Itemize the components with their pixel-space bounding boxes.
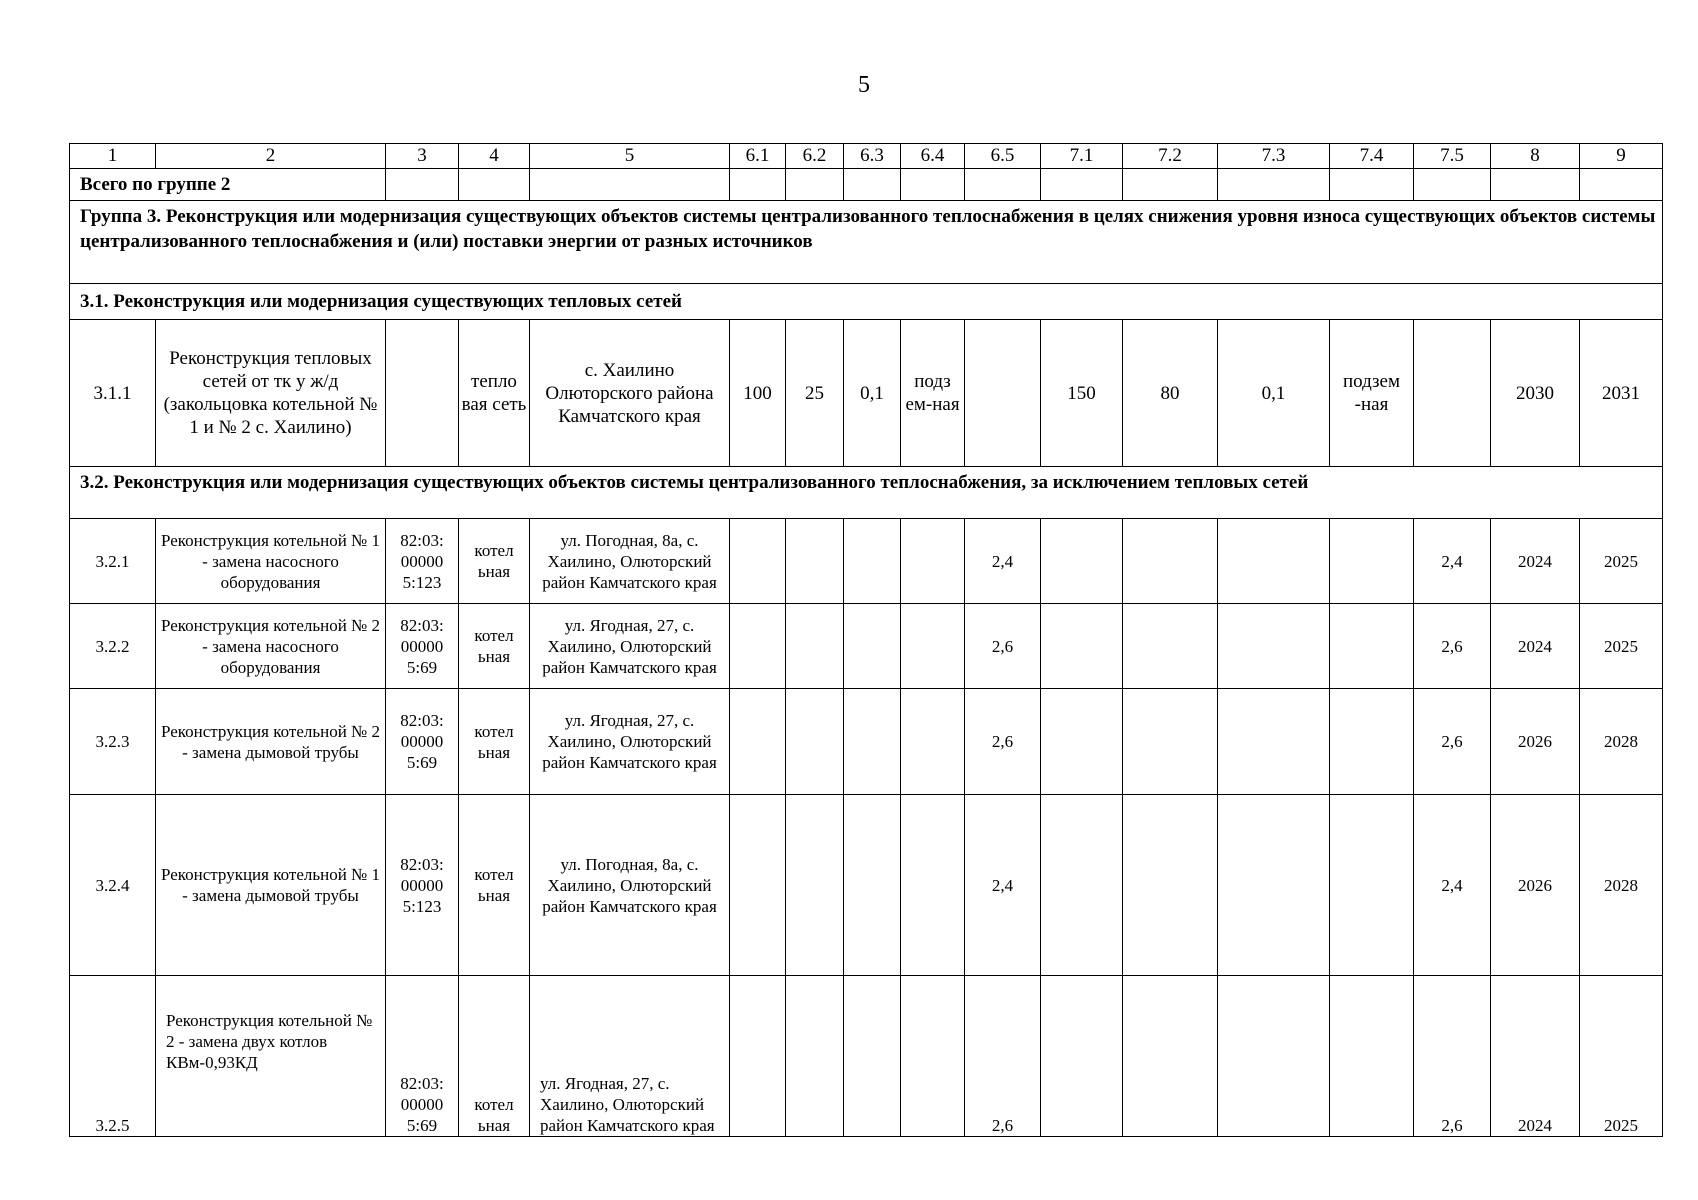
- cell-7-5: [1414, 320, 1491, 467]
- table-cell: [844, 169, 901, 201]
- table-cell: [844, 795, 901, 976]
- location: ул. Ягодная, 27, с. Хаилино, Олюторский район Камчатского края: [530, 689, 730, 795]
- cell-7-2: 80: [1123, 320, 1218, 467]
- table-cell: [1218, 976, 1330, 1137]
- table-cell: [786, 604, 844, 689]
- location: ул. Погодная, 8а, с. Хаилино, Олюторский район Камчатского края: [530, 519, 730, 604]
- investment-table: [69, 143, 1663, 1137]
- object-type: котел ьная: [459, 604, 530, 689]
- table-cell: [1041, 976, 1123, 1137]
- table-cell: [730, 604, 786, 689]
- table-cell: [1330, 169, 1414, 201]
- cell-9: 2025: [1580, 976, 1663, 1137]
- table-cell: [1218, 689, 1330, 795]
- location: ул. Погодная, 8а, с. Хаилино, Олюторский район Камчатского края: [530, 795, 730, 976]
- table-cell: [901, 604, 965, 689]
- table-row: [70, 795, 1663, 976]
- header-cell: 5: [530, 144, 730, 169]
- cadastral-number: 82:03: 00000 5:69: [386, 604, 459, 689]
- table-cell: [844, 976, 901, 1137]
- cadastral-number: [386, 320, 459, 467]
- cell-9: 2028: [1580, 795, 1663, 976]
- table-cell: [901, 689, 965, 795]
- table-cell: [1580, 169, 1663, 201]
- section-3-1-title: 3.1. Реконструкция или модернизация существующих тепловых сетей: [70, 284, 1663, 320]
- table-cell: [730, 689, 786, 795]
- table-cell: [730, 169, 786, 201]
- table-cell: [786, 689, 844, 795]
- section-3-1-row: [70, 284, 1663, 320]
- table-row: [70, 689, 1663, 795]
- table-cell: [901, 976, 965, 1137]
- cell-6-1: 100: [730, 320, 786, 467]
- cell-8: 2030: [1491, 320, 1580, 467]
- table-cell: [844, 519, 901, 604]
- row-number: 3.2.4: [70, 795, 156, 976]
- header-cell: 6.4: [901, 144, 965, 169]
- project-name: Реконструкция тепловых сетей от тк у ж/д (закольцовка котельной № 1 и № 2 с. Хаилино): [156, 320, 386, 467]
- page-number: 5: [858, 72, 870, 98]
- cell-7-5: 2,6: [1414, 976, 1491, 1137]
- row-number: 3.2.3: [70, 689, 156, 795]
- table-cell: [1123, 976, 1218, 1137]
- table-cell: [844, 604, 901, 689]
- section-3-2-title: 3.2. Реконструкция или модернизация существующих объектов системы централизованного теплоснабжения, за исключением тепловых сетей: [70, 467, 1663, 519]
- header-cell: 7.4: [1330, 144, 1414, 169]
- object-type: котел ьная: [459, 689, 530, 795]
- total-group-2-label: Всего по группе 2: [70, 169, 386, 201]
- cell-7-5: 2,4: [1414, 795, 1491, 976]
- cell-6-5: 2,6: [965, 976, 1041, 1137]
- section-3-2-row: [70, 467, 1663, 519]
- cadastral-number: 82:03: 00000 5:69: [386, 689, 459, 795]
- cadastral-number: 82:03: 00000 5:123: [386, 795, 459, 976]
- cell-8: 2026: [1491, 795, 1580, 976]
- table-cell: [1123, 604, 1218, 689]
- header-cell: 7.2: [1123, 144, 1218, 169]
- table-cell: [1330, 689, 1414, 795]
- cell-7-3: 0,1: [1218, 320, 1330, 467]
- cell-9: 2031: [1580, 320, 1663, 467]
- header-cell: 6.5: [965, 144, 1041, 169]
- table-row: [70, 604, 1663, 689]
- header-cell: 7.1: [1041, 144, 1123, 169]
- object-type: котел ьная: [459, 976, 530, 1137]
- header-cell: 3: [386, 144, 459, 169]
- project-name: Реконструкция котельной № 2 - замена насосного оборудования: [156, 604, 386, 689]
- table-cell: [965, 169, 1041, 201]
- table-row: [70, 976, 1663, 1137]
- table-cell: [1330, 976, 1414, 1137]
- cell-8: 2026: [1491, 689, 1580, 795]
- header-cell: 6.3: [844, 144, 901, 169]
- object-type: котел ьная: [459, 519, 530, 604]
- project-name: Реконструкция котельной № 2 - замена двух котлов КВм-0,93КД: [156, 976, 386, 1137]
- cell-6-2: 25: [786, 320, 844, 467]
- table-cell: [1041, 169, 1123, 201]
- group-3-row: [70, 201, 1663, 284]
- table-cell: [1041, 689, 1123, 795]
- header-cell: 7.3: [1218, 144, 1330, 169]
- cell-9: 2028: [1580, 689, 1663, 795]
- header-cell: 6.1: [730, 144, 786, 169]
- table-cell: [386, 169, 459, 201]
- object-type: котел ьная: [459, 795, 530, 976]
- table-cell: [1330, 795, 1414, 976]
- table-cell: [530, 169, 730, 201]
- group-3-title: Группа 3. Реконструкция или модернизация существующих объектов системы централизованного теплоснабжения в целях снижения уровня износа существующих объектов системы централизованного теплоснабжения и (или) поставки энергии от разных источников: [70, 201, 1663, 284]
- project-name: Реконструкция котельной № 1 - замена дымовой трубы: [156, 795, 386, 976]
- table-cell: [1123, 795, 1218, 976]
- table-cell: [1123, 519, 1218, 604]
- header-cell: 2: [156, 144, 386, 169]
- table-cell: [786, 519, 844, 604]
- cell-8: 2024: [1491, 604, 1580, 689]
- table-cell: [1041, 795, 1123, 976]
- row-number: 3.1.1: [70, 320, 156, 467]
- header-cell: 9: [1580, 144, 1663, 169]
- total-group-2-row: [70, 169, 1663, 201]
- table-cell: [1218, 519, 1330, 604]
- cell-6-5: 2,4: [965, 795, 1041, 976]
- table-cell: [1491, 169, 1580, 201]
- cell-6-5: [965, 320, 1041, 467]
- cell-8: 2024: [1491, 519, 1580, 604]
- table-cell: [1218, 604, 1330, 689]
- table-cell: [901, 519, 965, 604]
- table-cell: [1123, 689, 1218, 795]
- table-cell: [786, 795, 844, 976]
- table-cell: [1218, 169, 1330, 201]
- table-cell: [786, 169, 844, 201]
- table-cell: [459, 169, 530, 201]
- project-name: Реконструкция котельной № 2 - замена дымовой трубы: [156, 689, 386, 795]
- table-cell: [901, 169, 965, 201]
- table-cell: [844, 689, 901, 795]
- table-cell: [730, 795, 786, 976]
- header-cell: 4: [459, 144, 530, 169]
- table-cell: [1330, 519, 1414, 604]
- header-cell: 1: [70, 144, 156, 169]
- column-number-row: [70, 144, 1663, 169]
- location: ул. Ягодная, 27, с. Хаилино, Олюторский район Камчатского края: [530, 604, 730, 689]
- table-row: [70, 320, 1663, 467]
- cadastral-number: 82:03: 00000 5:123: [386, 519, 459, 604]
- cell-9: 2025: [1580, 604, 1663, 689]
- cadastral-number: 82:03: 00000 5:69: [386, 976, 459, 1137]
- cell-7-1: 150: [1041, 320, 1123, 467]
- header-cell: 6.2: [786, 144, 844, 169]
- cell-7-5: 2,4: [1414, 519, 1491, 604]
- table-cell: [1041, 519, 1123, 604]
- header-cell: 8: [1491, 144, 1580, 169]
- cell-6-5: 2,6: [965, 689, 1041, 795]
- row-number: 3.2.1: [70, 519, 156, 604]
- table-cell: [730, 976, 786, 1137]
- cell-8: 2024: [1491, 976, 1580, 1137]
- cell-7-5: 2,6: [1414, 604, 1491, 689]
- table-cell: [730, 519, 786, 604]
- table-cell: [1414, 169, 1491, 201]
- cell-6-5: 2,6: [965, 604, 1041, 689]
- cell-6-4: подз ем-ная: [901, 320, 965, 467]
- project-name: Реконструкция котельной № 1 - замена насосного оборудования: [156, 519, 386, 604]
- location: ул. Ягодная, 27, с. Хаилино, Олюторский район Камчатского края: [530, 976, 730, 1137]
- table-cell: [901, 795, 965, 976]
- row-number: 3.2.5: [70, 976, 156, 1137]
- cell-9: 2025: [1580, 519, 1663, 604]
- table-cell: [1218, 795, 1330, 976]
- table-cell: [786, 976, 844, 1137]
- header-cell: 7.5: [1414, 144, 1491, 169]
- table-cell: [1330, 604, 1414, 689]
- object-type: тепло вая сеть: [459, 320, 530, 467]
- table-cell: [1123, 169, 1218, 201]
- cell-7-5: 2,6: [1414, 689, 1491, 795]
- table-cell: [1041, 604, 1123, 689]
- row-number: 3.2.2: [70, 604, 156, 689]
- table-row: [70, 519, 1663, 604]
- cell-7-4: подзем -ная: [1330, 320, 1414, 467]
- cell-6-5: 2,4: [965, 519, 1041, 604]
- cell-6-3: 0,1: [844, 320, 901, 467]
- location: с. Хаилино Олюторского района Камчатского края: [530, 320, 730, 467]
